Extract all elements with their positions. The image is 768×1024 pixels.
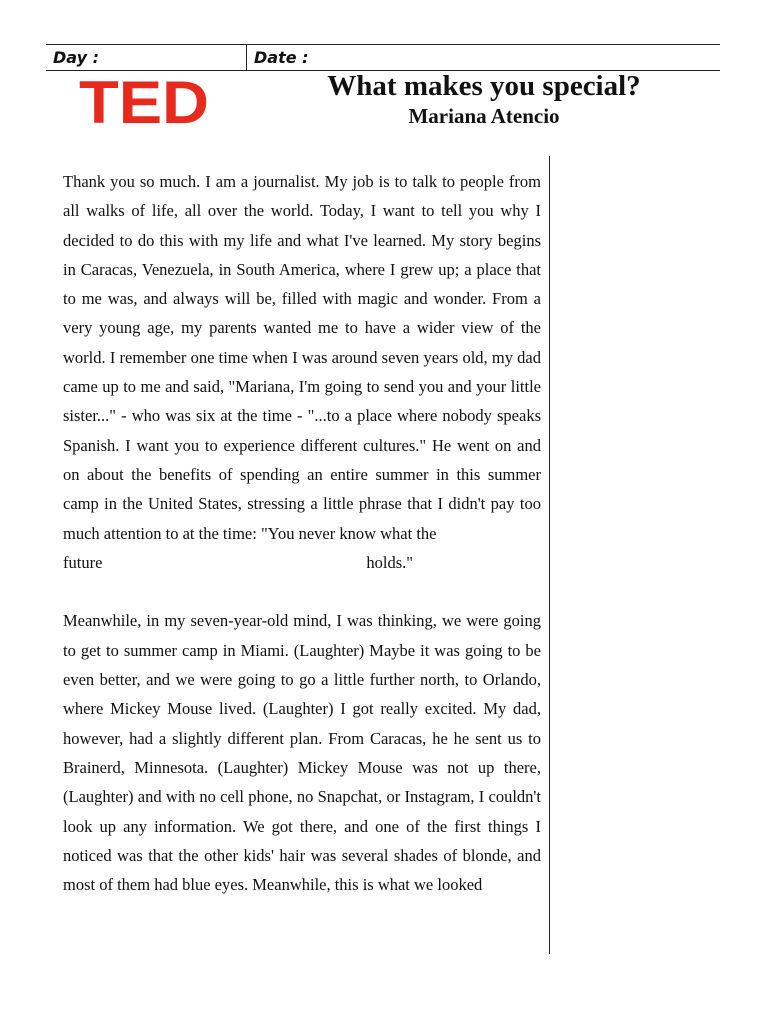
ted-logo — [78, 76, 210, 126]
vertical-rule — [549, 156, 550, 954]
paragraph-1-end-word-1: future — [63, 552, 103, 572]
paragraph-1-text: Thank you so much. I am a journalist. My job is to talk to people from all walks of life, all over the world. Today, I want to tell you why I decided to do this with my life and what I've learned. My story begins in Caracas, Venezuela, in South America, where I grew up; a place that to me was, and always will be, filled with magic and wonder. From a very young age, my parents wanted me to have a wider view of the world. I remember one time when I was around seven years old, my dad came up to me and said, "Mariana, I'm going to send you and your little sister..." - who was six at the time - "...to a place where nobody speaks Spanish. I want you to experience different cultures." He went on and on about the benefits of spending an entire summer in this summer camp in the United States, stressing a little phrase that I didn't pay too much attention to at the time: "You never know what the — [63, 172, 541, 543]
paragraph-1-end-word-2: holds." — [366, 552, 413, 572]
talk-title: What makes you special? — [327, 70, 641, 102]
header-table — [46, 44, 720, 71]
day-label: Day : — [53, 48, 99, 67]
transcript-body — [63, 167, 541, 899]
paragraph-1 — [63, 167, 541, 577]
date-label: Date : — [254, 48, 309, 67]
speaker-name: Mariana Atencio — [408, 104, 560, 128]
day-field — [46, 45, 247, 70]
ted-logo-text: TED — [79, 76, 209, 126]
date-field — [247, 45, 720, 70]
paragraph-1-last-line — [63, 548, 413, 577]
paragraph-2: Meanwhile, in my seven-year-old mind, I was thinking, we were going to get to summer camp in Miami. (Laughter) Maybe it was going to be even better, and we were going to go a little further north, to Orlando, where Mickey Mouse lived. (Laughter) I got really excited. My dad, however, had a slightly different plan. From Caracas, he he sent us to Brainerd, Minnesota. (Laughter) Mickey Mouse was not up there, (Laughter) and with no cell phone, no Snapchat, or Instagram, I couldn't look up any information. We got there, and one of the first things I noticed was that the other kids' hair was several shades of blonde, and most of them had blue eyes. Meanwhile, this is what we looked — [63, 611, 541, 895]
